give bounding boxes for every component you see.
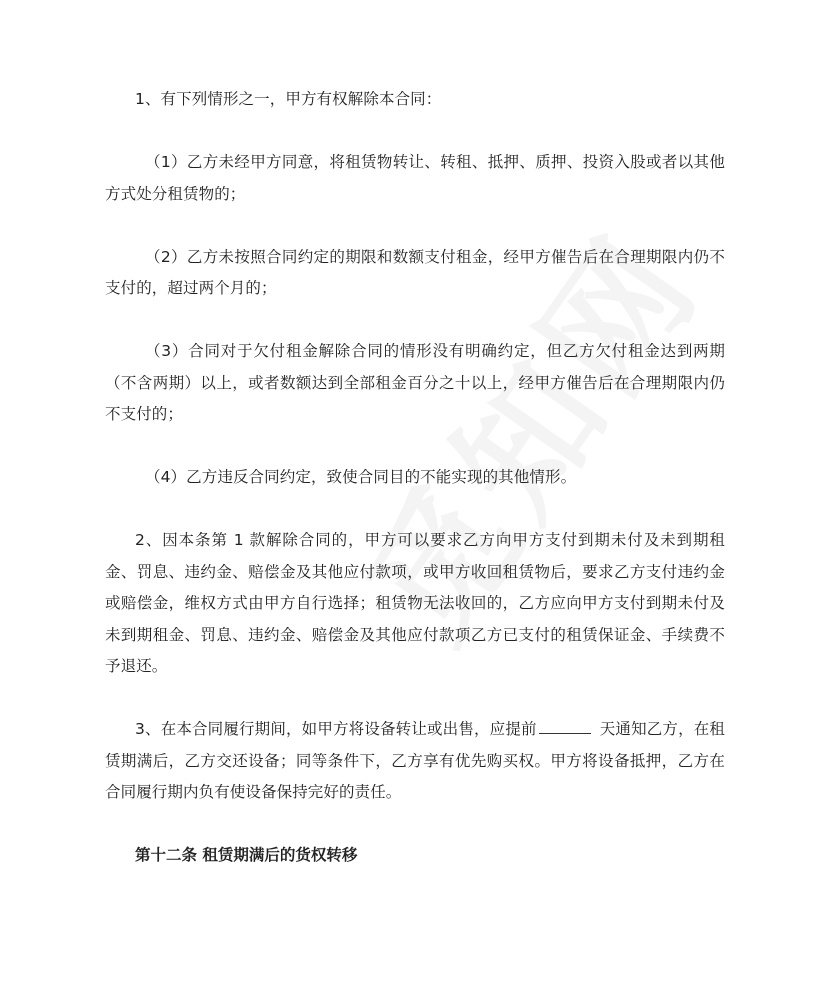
clause-1-item-2: （2）乙方未按照合同约定的期限和数额支付租金，经甲方催告后在合理期限内仍不支付的，超过两个月的； — [105, 247, 725, 297]
clause-1-item-3: （3）合同对于欠付租金解除合同的情形没有明确约定，但乙方欠付租金达到两期（不含两期）以上，或者数额达到全部租金百分之十以上，经甲方催告后在合理期限内仍不支付的； — [105, 342, 725, 423]
clause-1-intro: 1、有下列情形之一，甲方有权解除本合同： — [135, 90, 442, 108]
clause-3-text-before: 3、在本合同履行期间，如甲方将设备转让或出售，应提前 — [135, 720, 537, 738]
clause-2: 2、因本条第 1 款解除合同的，甲方可以要求乙方向甲方支付到期未付及未到期租金、罚息、违约金、赔偿金及其他应付款项，或甲方收回租赁物后，要求乙方支付违约金或赔偿金，维权方式由甲方自行选择；租赁物无法收回的，乙方应向甲方支付到期未付及未到期租金、罚息、违约金、赔偿金及其他应付款项乙方已支付的租赁保证金、手续费不予退还。 — [105, 531, 725, 675]
fill-in-blank-days — [539, 717, 591, 734]
clause-1-item-4: （4）乙方违反合同约定，致使合同目的不能实现的其他情形。 — [145, 468, 577, 486]
clause-3-text-after: 天通知乙方，在租赁期满后，乙方交还设备；同等条件下，乙方享有优先购买权。甲方将设备抵押，乙方在合同履行期内负有使设备保持完好的责任。 — [105, 720, 726, 801]
clause-3 — [105, 714, 725, 809]
clause-1-item-1: （1）乙方未经甲方同意，将租赁物转让、转租、抵押、质押、投资入股或者以其他方式处分租赁物的； — [105, 153, 725, 203]
document-body — [105, 84, 725, 872]
article-12-heading: 第十二条 租赁期满后的货权转移 — [135, 846, 358, 864]
